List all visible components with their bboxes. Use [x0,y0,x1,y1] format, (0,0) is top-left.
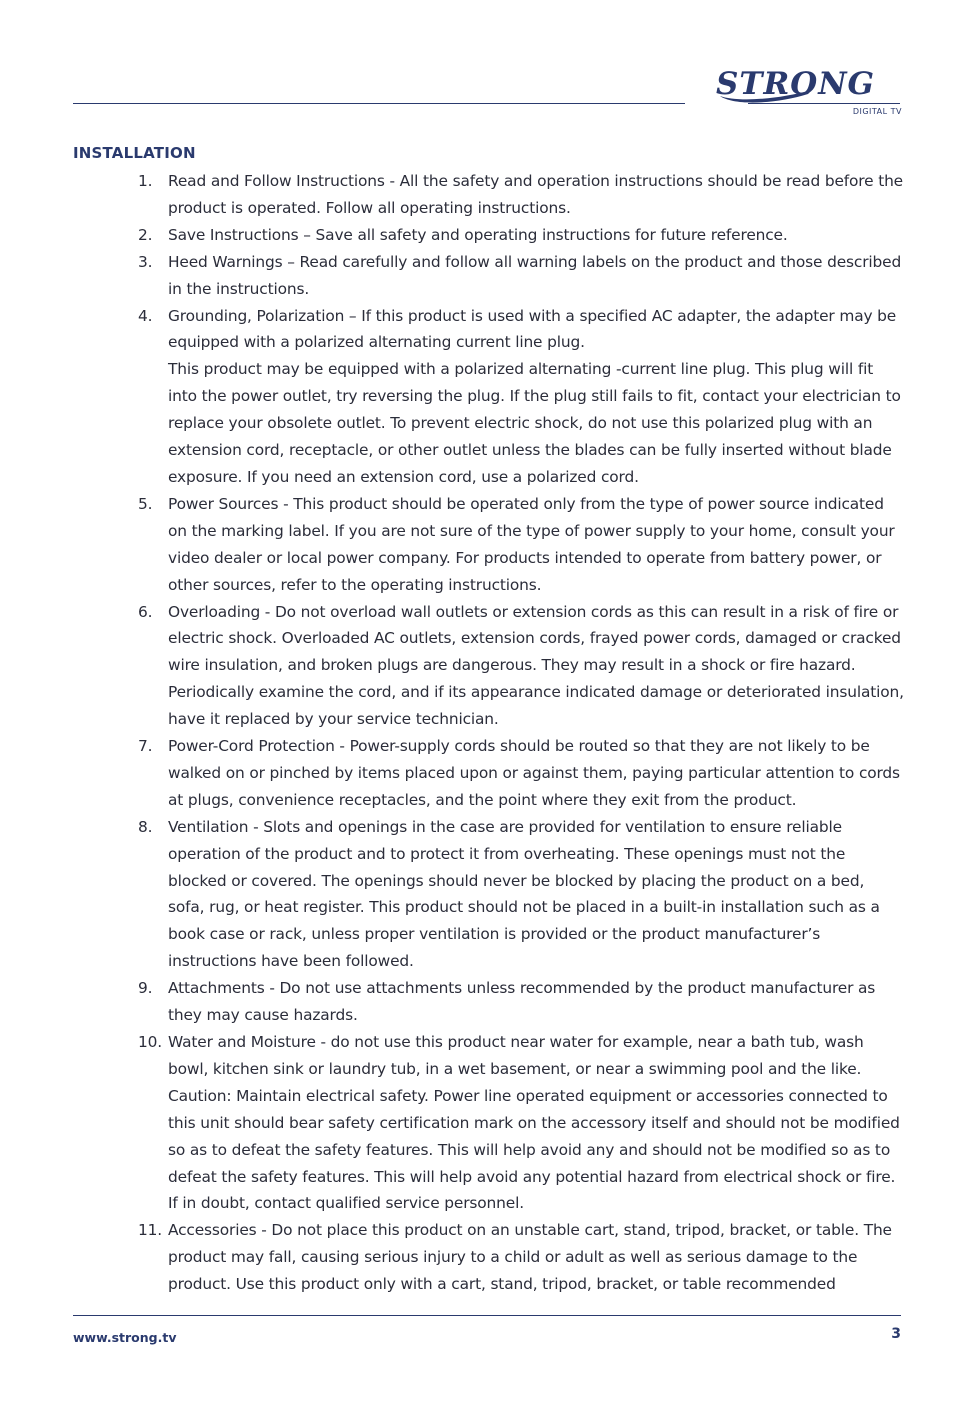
item-number: 8. [138,817,153,836]
item-number: 10. [138,1033,163,1051]
list-item [138,222,904,249]
item-text: Read and Follow Instructions - All the safety and operation instructions should be read before the product is operated. Follow all operating instructions. [168,172,903,217]
header-divider [73,103,685,104]
item-number: 3. [138,252,153,271]
list-item [138,249,904,303]
item-number: 6. [138,602,153,621]
item-number: 4. [138,306,153,325]
footer-website-link[interactable]: www.strong.tv [73,1330,177,1345]
strong-logo [716,66,902,118]
section-title: INSTALLATION [73,144,196,162]
list-item [138,1217,904,1298]
instruction-list [138,168,904,1298]
list-item [138,1029,904,1217]
item-text: Power Sources - This product should be operated only from the type of power source indicated on the marking label. If you are not sure of the type of power supply to your home, consult your video dealer or local power company. For products intended to operate from battery power, or other sources, refer to the operating instructions. [168,494,895,594]
item-text: Power-Cord Protection - Power-supply cords should be routed so that they are not likely to be walked on or pinched by items placed upon or against them, paying particular attention to cords at plugs, convenience receptacles, and the point where they exit from the product. [168,737,900,809]
list-item [138,733,904,814]
list-item [138,599,904,734]
item-text-continued: This product may be equipped with a polarized alternating -current line plug. This plug will fit into the power outlet, try reversing the plug. If the plug still fails to fit, contact your electrician to replace your obsolete outlet. To prevent electric shock, do not use this polarized plug with an extension cord, receptacle, or other outlet unless the blades can be fully inserted without blade exposure. If you need an extension cord, use a polarized cord. [168,360,901,486]
item-number: 9. [138,979,153,998]
item-text: Heed Warnings – Read carefully and follow all warning labels on the product and those described in the instructions. [168,252,902,298]
list-item [138,303,904,491]
logo-wordmark: STRONG [716,66,876,102]
item-text: Water and Moisture - do not use this product near water for example, near a bath tub, wash bowl, kitchen sink or laundry tub, in a wet basement, or near a swimming pool and the like. Caution: Maintain electrical safety. Power line operated equipment or accessories connected to this unit should bear safety certification mark on the accessory itself and should not be modified so as to defeat the safety features. This will help avoid any and should not be modified so as to defeat the safety features. This will help avoid any potential hazard from electrical shock or fire. If in doubt, contact qualified service personnel. [168,1033,900,1213]
list-item [138,168,904,222]
item-number: 1. [138,172,153,190]
footer-divider [73,1315,901,1316]
item-number: 2. [138,225,153,244]
list-item [138,814,904,975]
item-text: Accessories - Do not place this product on an unstable cart, stand, tripod, bracket, or table. The product may fall, causing serious injury to a child or adult as well as serious damage to the product. Use this product only with a cart, stand, tripod, bracket, or table recommended [168,1221,892,1294]
item-text: Attachments - Do not use attachments unless recommended by the product manufacturer as they may cause hazards. [168,979,876,1025]
item-number: 11. [138,1221,163,1240]
item-text: Ventilation - Slots and openings in the case are provided for ventilation to ensure reliable operation of the product and to protect it from overheating. These openings must not the blocked or covered. The openings should never be blocked by placing the product on a bed, sofa, rug, or heat register. This product should not be placed in a built-in installation such as a book case or rack, unless proper ventilation is provided or the product manufacturer’s instructions have been followed. [168,817,880,971]
list-item [138,975,904,1029]
item-number: 5. [138,494,153,513]
item-text: Save Instructions – Save all safety and operating instructions for future reference. [168,225,788,244]
logo-subtitle: DIGITAL TV [852,107,902,116]
logo-divider [748,103,900,104]
page-number: 3 [891,1326,901,1342]
item-text: Grounding, Polarization – If this product is used with a specified AC adapter, the adapter may be equipped with a polarized alternating current line plug. [168,306,897,352]
item-number: 7. [138,737,153,756]
item-text: Overloading - Do not overload wall outlets or extension cords as this can result in a risk of fire or electric shock. Overloaded AC outlets, extension cords, frayed power cords, damaged or cracked wire insulation, and broken plugs are dangerous. They may result in a shock or fire hazard. Periodically examine the cord, and if its appearance indicated damage or deteriorated insulation, have it replaced by your service technician. [168,602,904,729]
list-item [138,491,904,599]
